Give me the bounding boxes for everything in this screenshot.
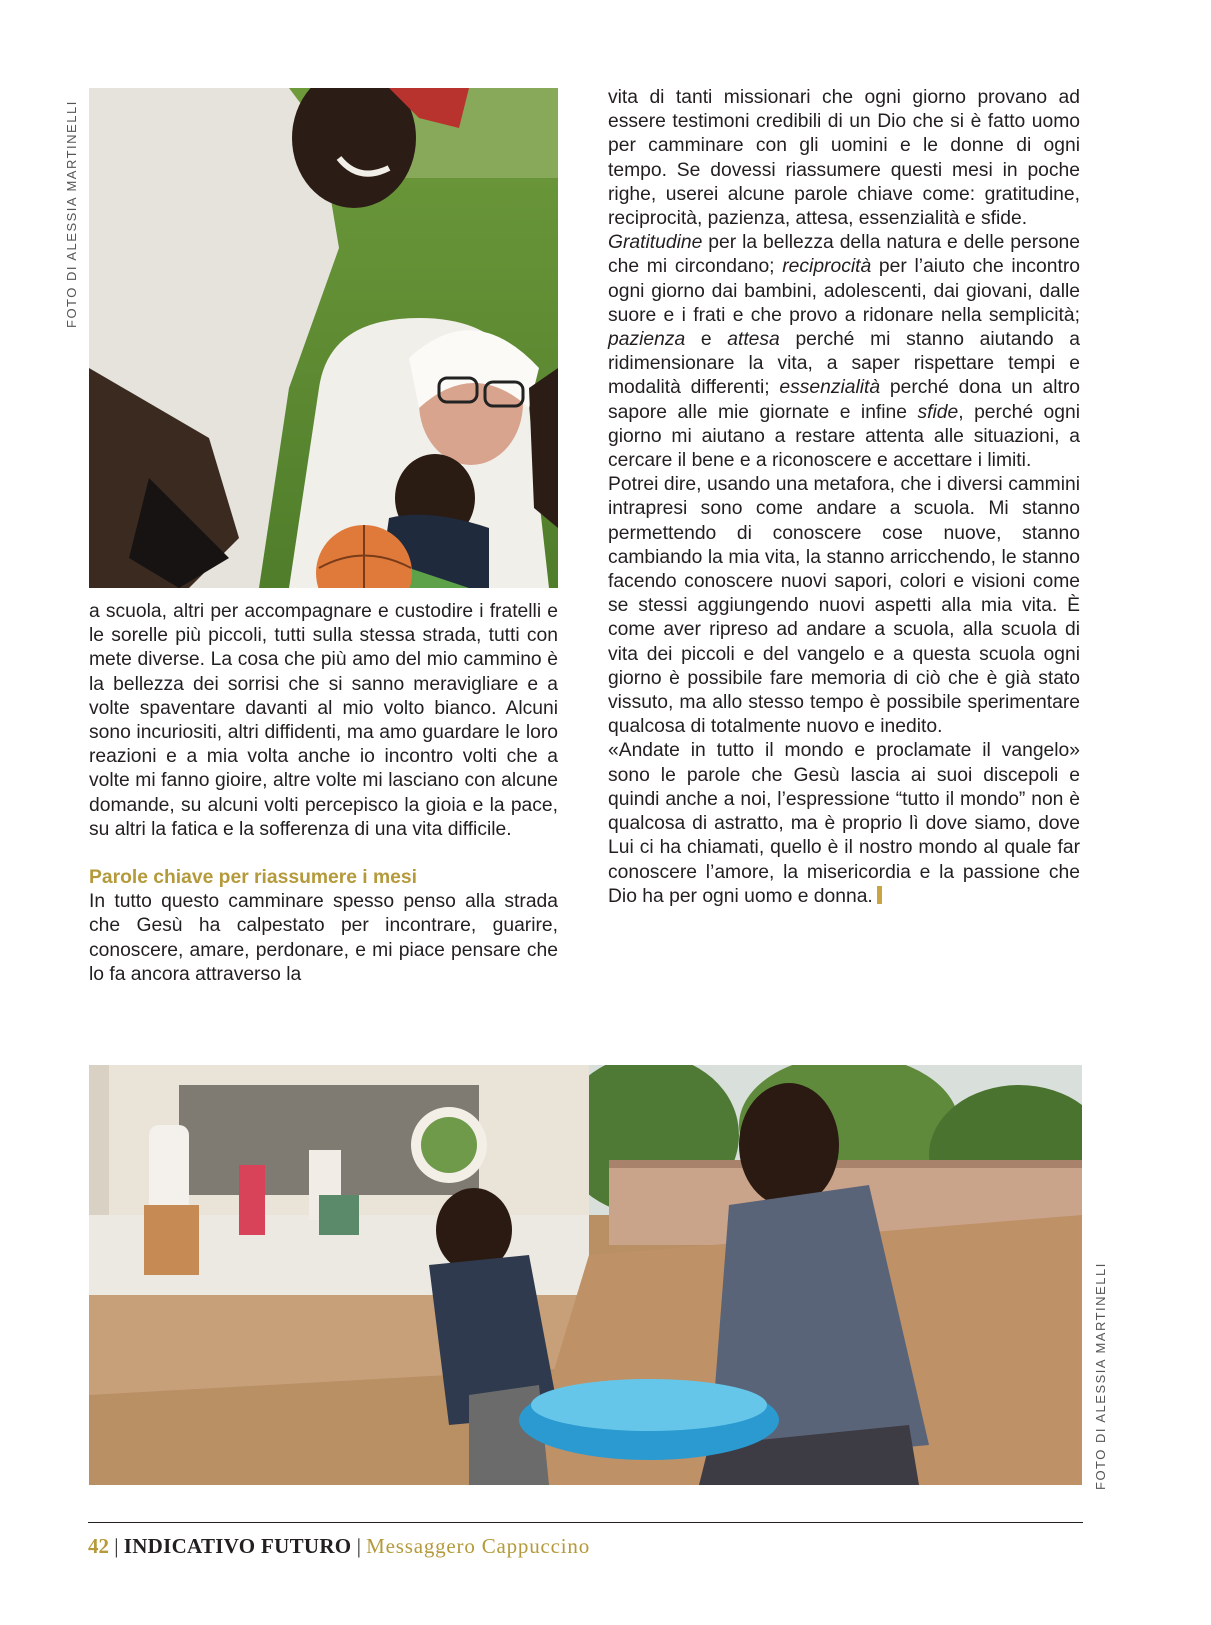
photo-nun-with-children <box>89 88 558 588</box>
section-title: INDICATIVO FUTURO <box>123 1534 352 1558</box>
keyword-sfide: sfide <box>917 401 959 423</box>
right-paragraph-2-text-1: per la bellezza della natura e delle persone che mi circondano; <box>608 232 1080 278</box>
keyword-attesa: attesa <box>727 329 780 351</box>
footer-separator-1: | <box>109 1534 124 1558</box>
page-number: 42 <box>88 1534 109 1558</box>
keyword-pazienza: pazienza <box>608 329 686 351</box>
right-column <box>608 86 1080 909</box>
photo-nun-with-children-illustration <box>89 88 558 588</box>
right-paragraph-2-text-5: perché dona un altro sapore alle mie giornate e infine <box>608 377 1080 423</box>
right-paragraph-2-text-3: e <box>685 329 728 351</box>
right-paragraph-2-text-2: per l’aiuto che incontro ogni giorno dai bambini, adolescenti, dai giovani, dalle suore e i frati e che provo a ridonare nella semplicità; <box>608 256 1081 326</box>
photo-boys-carrying-basin-illustration <box>89 1065 1082 1485</box>
publication-name: Messaggero Cappuccino <box>366 1534 590 1558</box>
left-paragraph-1: a scuola, altri per accompagnare e custodire i fratelli e le sorelle più piccoli, tutti sulla stessa strada, tutti con mete diverse. La cosa che più amo del mio cammino è la bellezza dei sorrisi che si sanno meravigliare e a volte spaventare davanti al mio volto bianco. Alcuni sono incuriositi, altri diffidenti, ma amo guardare le loro reazioni e a mia volta anche io incontro volti che a volte mi fanno gioire, altre volte mi lasciano con alcune domande, su alcuni volti percepisco la gioia e la pace, su altri la fatica e la sofferenza di una vita difficile. <box>89 601 558 840</box>
subheading: Parole chiave per riassumere i mesi <box>89 867 417 889</box>
left-column <box>89 600 558 987</box>
right-paragraph-2-text-6: , perché ogni giorno mi aiutano a restare attenta alle situazioni, a cercare il bene e a riconoscere e accettare i limiti. <box>608 401 1080 472</box>
end-of-article-mark <box>877 886 882 904</box>
footer-separator-2: | <box>351 1534 367 1558</box>
right-paragraph-4 <box>608 739 1080 908</box>
keyword-essenzialita: essenzialità <box>779 377 881 399</box>
page-footer <box>88 1534 590 1559</box>
keyword-gratitudine: Gratitudine <box>608 232 703 254</box>
right-paragraph-1: vita di tanti missionari che ogni giorno provano ad essere testimoni credibili di un Dio che si è fatto uomo per camminare con gli uomini e le donne di ogni tempo. Se dovessi riassumere questi mesi in poche righe, userei alcune parole chiave come: gratitudine, reciprocità, pazienza, attesa, essenzialità e sfide. <box>608 87 1080 230</box>
left-paragraph-2: In tutto questo camminare spesso penso alla strada che Gesù ha calpestato per incontrare, guarire, conoscere, amare, perdonare, e mi piace pensare che lo fa ancora attraverso la <box>89 891 558 985</box>
right-paragraph-2 <box>608 231 1080 473</box>
photo-boys-carrying-basin <box>89 1065 1082 1485</box>
footer-rule <box>88 1522 1083 1523</box>
right-paragraph-4-text: «Andate in tutto il mondo e proclamate il vangelo» sono le parole che Gesù lascia ai suoi discepoli e quindi anche a noi, l’espressione “tutto il mondo” non è qualcosa di astratto, ma è proprio lì dove siamo, dove Lui ci ha chiamati, quello è il nostro mondo al quale far conoscere l’amore, la misericordia e la passione che Dio ha per ogni uomo e donna. <box>608 740 1080 907</box>
keyword-reciprocita: reciprocità <box>782 256 872 278</box>
photo-credit-top: FOTO DI ALESSIA MARTINELLI <box>64 100 79 328</box>
photo-credit-bottom: FOTO DI ALESSIA MARTINELLI <box>1093 1262 1108 1490</box>
right-paragraph-2-text-4: perché mi stanno aiutando a ridimensionare la vita, a saper rispettare tempi e modalità differenti; <box>608 329 1081 399</box>
right-paragraph-3: Potrei dire, usando una metafora, che i diversi cammini intrapresi sono come andare a scuola. Mi stanno permettendo di conoscere cose nuove, stanno cambiando la mia vita, la stanno arricchendo, le stanno facendo conoscere nuovi sapori, colori e visioni come se stessi aggiungendo nuovi aspetti alla mia vita. È come aver ripreso ad andare a scuola, alla scuola di vita dei piccoli e del vangelo e a questa scuola ogni giorno è possibile fare memoria di ciò che è già stato vissuto, ma allo stesso tempo è possibile sperimentare qualcosa di totalmente nuovo e inedito. <box>608 474 1080 738</box>
